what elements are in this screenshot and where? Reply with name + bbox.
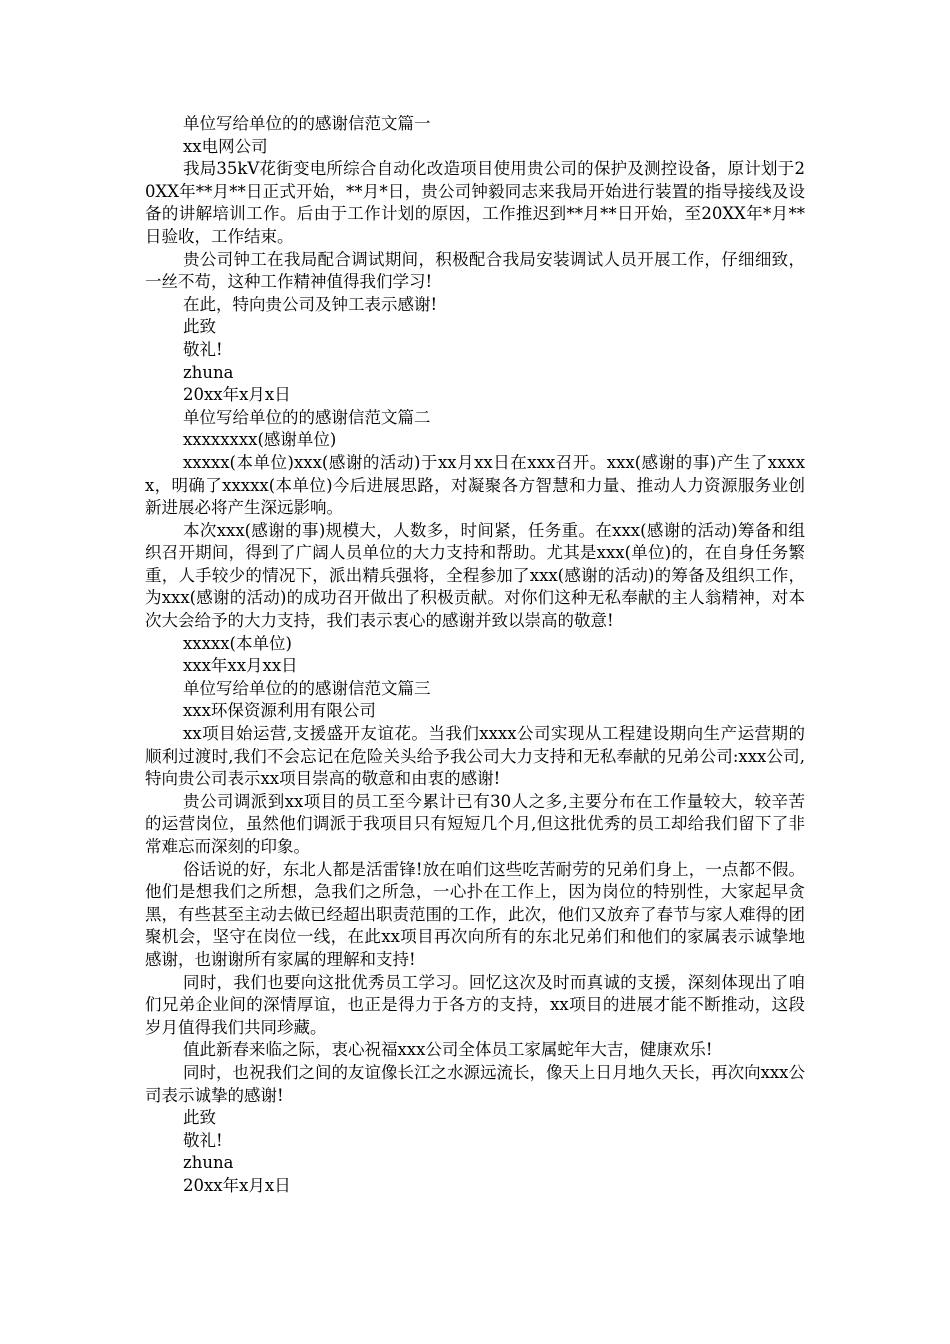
document-paragraph: 本次xxx(感谢的事)规模大，人数多，时间紧，任务重。在xxx(感谢的活动)筹备和组织召开期间，得到了广阔人员单位的大力支持和帮助。尤其是xxx(单位)的，在自身任务繁重，人手较少的情况下，派出精兵强将，全程参加了xxx(感谢的活动)的筹备及组织工作，为xxx(感谢的活动)的成功召开做出了积极贡献。对你们这种无私奉献的主人翁精神，对本次大会给予的大力支持，我们表示衷心的感谢并致以崇高的敬意!	[145, 520, 805, 631]
document-paragraph: 同时，也祝我们之间的友谊像长江之水源远流长，像天上日月地久天长，再次向xxx公司表示诚挚的感谢!	[145, 1062, 805, 1105]
document-paragraph: 此致	[183, 1108, 216, 1128]
document-paragraph: 单位写给单位的的感谢信范文篇二	[183, 407, 431, 427]
document-paragraph: 在此，特向贵公司及钟工表示感谢!	[183, 294, 438, 314]
document-paragraph: 20xx年x月x日	[183, 385, 291, 405]
document-paragraph: 敬礼!	[183, 1130, 223, 1150]
document-paragraph: 此致	[183, 317, 216, 337]
document-paragraph: xx项目始运营,支援盛开友谊花。当我们xxxx公司实现从工程建设期向生产运营期的顺利过渡时,我们不会忘记在危险关头给予我公司大力支持和无私奉献的兄弟公司:xxx公司,特向贵公司表示xx项目崇高的敬意和由衷的感谢!	[145, 724, 805, 789]
document-paragraph: 贵公司钟工在我局配合调试期间，积极配合我局安装调试人员开展工作，仔细细致，一丝不苟，这种工作精神值得我们学习!	[145, 249, 805, 292]
document-paragraph: xxxxx(本单位)	[183, 633, 292, 653]
document-paragraph: zhuna	[183, 1153, 234, 1173]
document-paragraph: 我局35kV花街变电所综合自动化改造项目使用贵公司的保护及测控设备，原计划于20XX年**月**日正式开始，**月*日，贵公司钟毅同志来我局开始进行装置的指导接线及设备的讲解培训工作。后由于工作计划的原因，工作推迟到**月**日开始，至20XX年*月**日验收，工作结束。	[145, 159, 805, 246]
document-paragraph: 单位写给单位的的感谢信范文篇三	[183, 678, 431, 698]
document-paragraph: xxxxxxxx(感谢单位)	[183, 430, 337, 450]
document-paragraph: zhuna	[183, 362, 234, 382]
document-paragraph: xx电网公司	[183, 136, 268, 156]
document-paragraph: 值此新春来临之际，衷心祝福xxx公司全体员工家属蛇年大吉，健康欢乐!	[183, 1040, 713, 1060]
document-paragraph: 单位写给单位的的感谢信范文篇一	[183, 114, 431, 133]
document-paragraph: 贵公司调派到xx项目的员工至今累计已有30人之多,主要分布在工作量较大，较辛苦的运营岗位，虽然他们调派于我项目只有短短几个月,但这批优秀的员工却给我们留下了非常难忘而深刻的印象。	[145, 791, 805, 856]
document-paragraph: 20xx年x月x日	[183, 1175, 291, 1195]
document-paragraph: 同时，我们也要向这批优秀员工学习。回忆这次及时而真诚的支援，深刻体现出了咱们兄弟企业间的深情厚谊，也正是得力于各方的支持，xx项目的进展才能不断推动，这段岁月值得我们共同珍藏。	[145, 972, 805, 1037]
document-paragraph: xxx年xx月xx日	[183, 656, 298, 676]
document-paragraph: 俗话说的好，东北人都是活雷锋!放在咱们这些吃苦耐劳的兄弟们身上，一点都不假。他们是想我们之所想，急我们之所急，一心扑在工作上，因为岗位的特别性，大家起早贪黑，有些甚至主动去做已经超出职责范围的工作，此次，他们又放弃了春节与家人难得的团聚机会，坚守在岗位一线，在此xx项目再次向所有的东北兄弟们和他们的家属表示诚挚地感谢，也谢谢所有家属的理解和支持!	[145, 859, 805, 969]
document-body	[145, 113, 805, 1198]
document-paragraph: xxxxx(本单位)xxx(感谢的活动)于xx月xx日在xxx召开。xxx(感谢的事)产生了xxxxx，明确了xxxxx(本单位)今后进展思路，对凝聚各方智慧和力量、推动人力资源服务业创新进展必将产生深远影响。	[145, 452, 805, 518]
document-paragraph: 敬礼!	[183, 339, 223, 359]
document-paragraph: xxx环保资源利用有限公司	[183, 701, 376, 721]
